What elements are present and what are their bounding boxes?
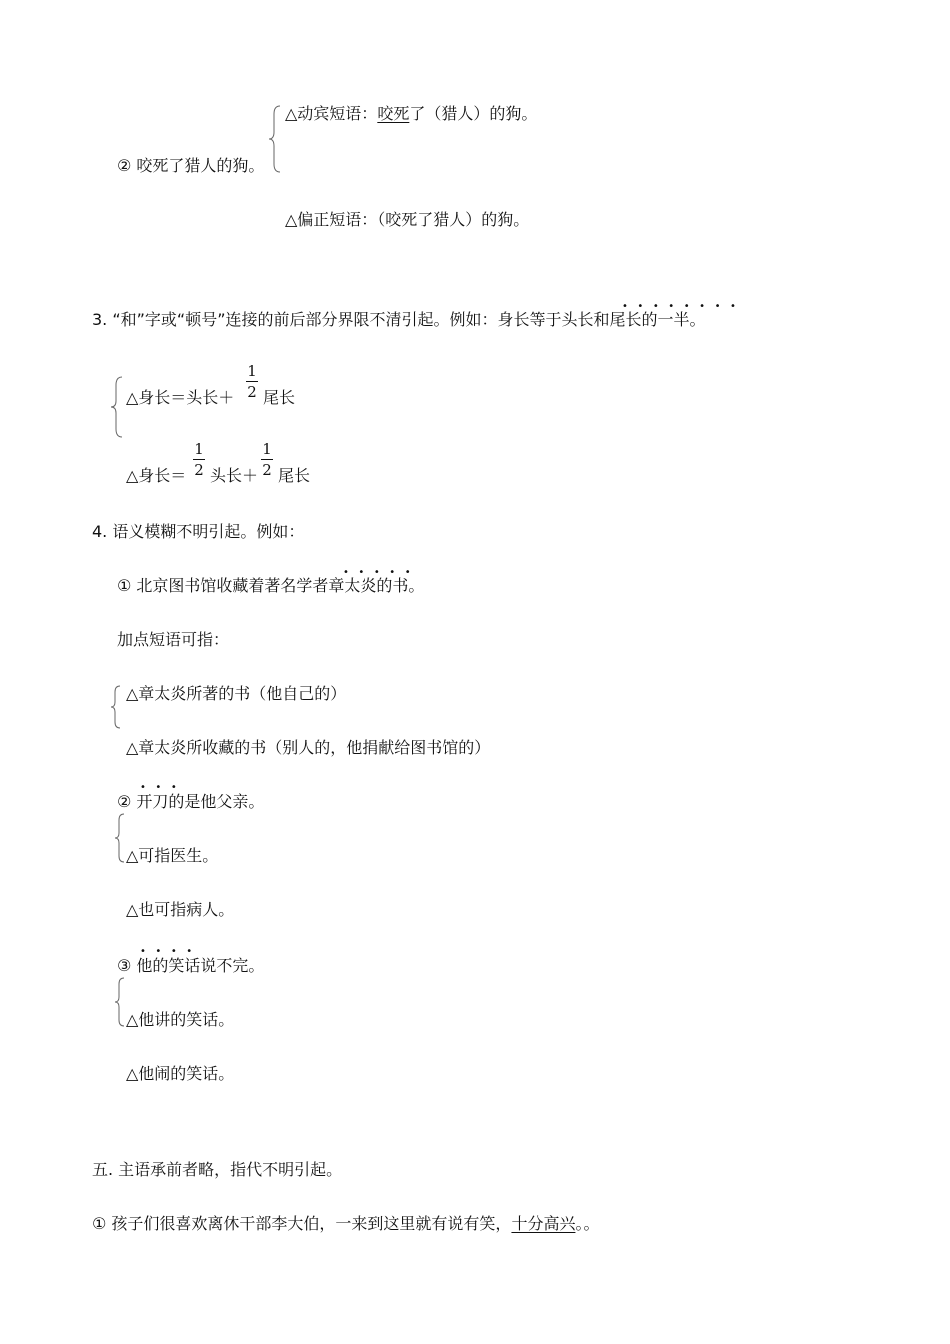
brace-4 — [114, 812, 126, 864]
emphasis-dots-1: • • • • • • • • — [622, 301, 736, 312]
section-4-heading: 4. 语义模糊不明引起。例如： — [92, 522, 305, 541]
fraction-1 — [246, 362, 258, 401]
jokes-option-2: △他闹的笑话。 — [126, 1064, 235, 1083]
library-option-2: △章太炎所收藏的书（别人的，他捐献给图书馆的） — [126, 738, 491, 757]
vo-phrase-underlined: 咬死 — [377, 104, 410, 123]
surgery-option-1: △可指医生。 — [126, 846, 219, 865]
fraction-2-num: 1 — [194, 440, 204, 458]
example-uncle-li — [92, 1214, 599, 1234]
fraction-3-den: 2 — [262, 461, 272, 479]
fraction-3-num: 1 — [262, 440, 272, 458]
vo-phrase-line — [285, 104, 537, 124]
emphasis-dots-4: • • • • — [140, 946, 193, 957]
section-3-heading: 3. “和”字或“顿号”连接的前后部分界限不清引起。例如：身长等于头长和尾长的一半。 — [92, 310, 706, 329]
brace-2 — [110, 375, 124, 439]
fraction-2-den: 2 — [194, 461, 204, 479]
formula2-suffix: 尾长 — [278, 466, 311, 485]
uncle-li-prefix: ① 孩子们很喜欢离休干部李大伯，一来到这里就有说有笑， — [92, 1214, 512, 1233]
formula-line-1 — [126, 388, 234, 408]
vo-phrase-prefix: △动宾短语： — [285, 104, 378, 123]
fraction-1-num: 1 — [247, 362, 257, 380]
example-surgery: ② 开刀的是他父亲。 — [117, 792, 265, 811]
fraction-3-bar — [261, 459, 273, 460]
formula1-suffix: 尾长 — [263, 388, 296, 407]
brace-1 — [268, 104, 282, 174]
dotted-phrase-note: 加点短语可指： — [117, 630, 230, 649]
example-jokes: ③ 他的笑话说不完。 — [117, 956, 265, 975]
formula2-prefix: △身长＝ — [126, 466, 187, 485]
formula2-mid: 头长＋ — [210, 466, 259, 485]
formula1-prefix: △身长＝头长＋ — [126, 388, 235, 407]
vo-phrase-rest: 了（猎人）的狗。 — [409, 104, 538, 123]
brace-5 — [114, 976, 126, 1028]
library-option-1: △章太炎所著的书（他自己的） — [126, 684, 347, 703]
fraction-1-den: 2 — [247, 383, 257, 401]
fraction-2-bar — [193, 459, 205, 460]
uncle-li-underlined: 十分高兴 — [511, 1214, 576, 1233]
emphasis-dots-3: • • • — [140, 782, 177, 793]
fraction-2 — [193, 440, 205, 479]
uncle-li-suffix: 。。 — [575, 1214, 600, 1233]
jokes-option-1: △他讲的笑话。 — [126, 1010, 235, 1029]
emphasis-dots-2: • • • • • — [343, 567, 411, 578]
fraction-3 — [261, 440, 273, 479]
fraction-1-bar — [246, 381, 258, 382]
section-5-heading: 五. 主语承前者略，指代不明引起。 — [92, 1160, 343, 1179]
brace-3 — [110, 684, 122, 730]
modifier-phrase-line: △偏正短语：（咬死了猎人）的狗。 — [285, 210, 530, 229]
example-library: ① 北京图书馆收藏着著名学者章太炎的书。 — [117, 576, 425, 595]
example-bite-dog: ② 咬死了猎人的狗。 — [117, 156, 265, 175]
surgery-option-2: △也可指病人。 — [126, 900, 235, 919]
